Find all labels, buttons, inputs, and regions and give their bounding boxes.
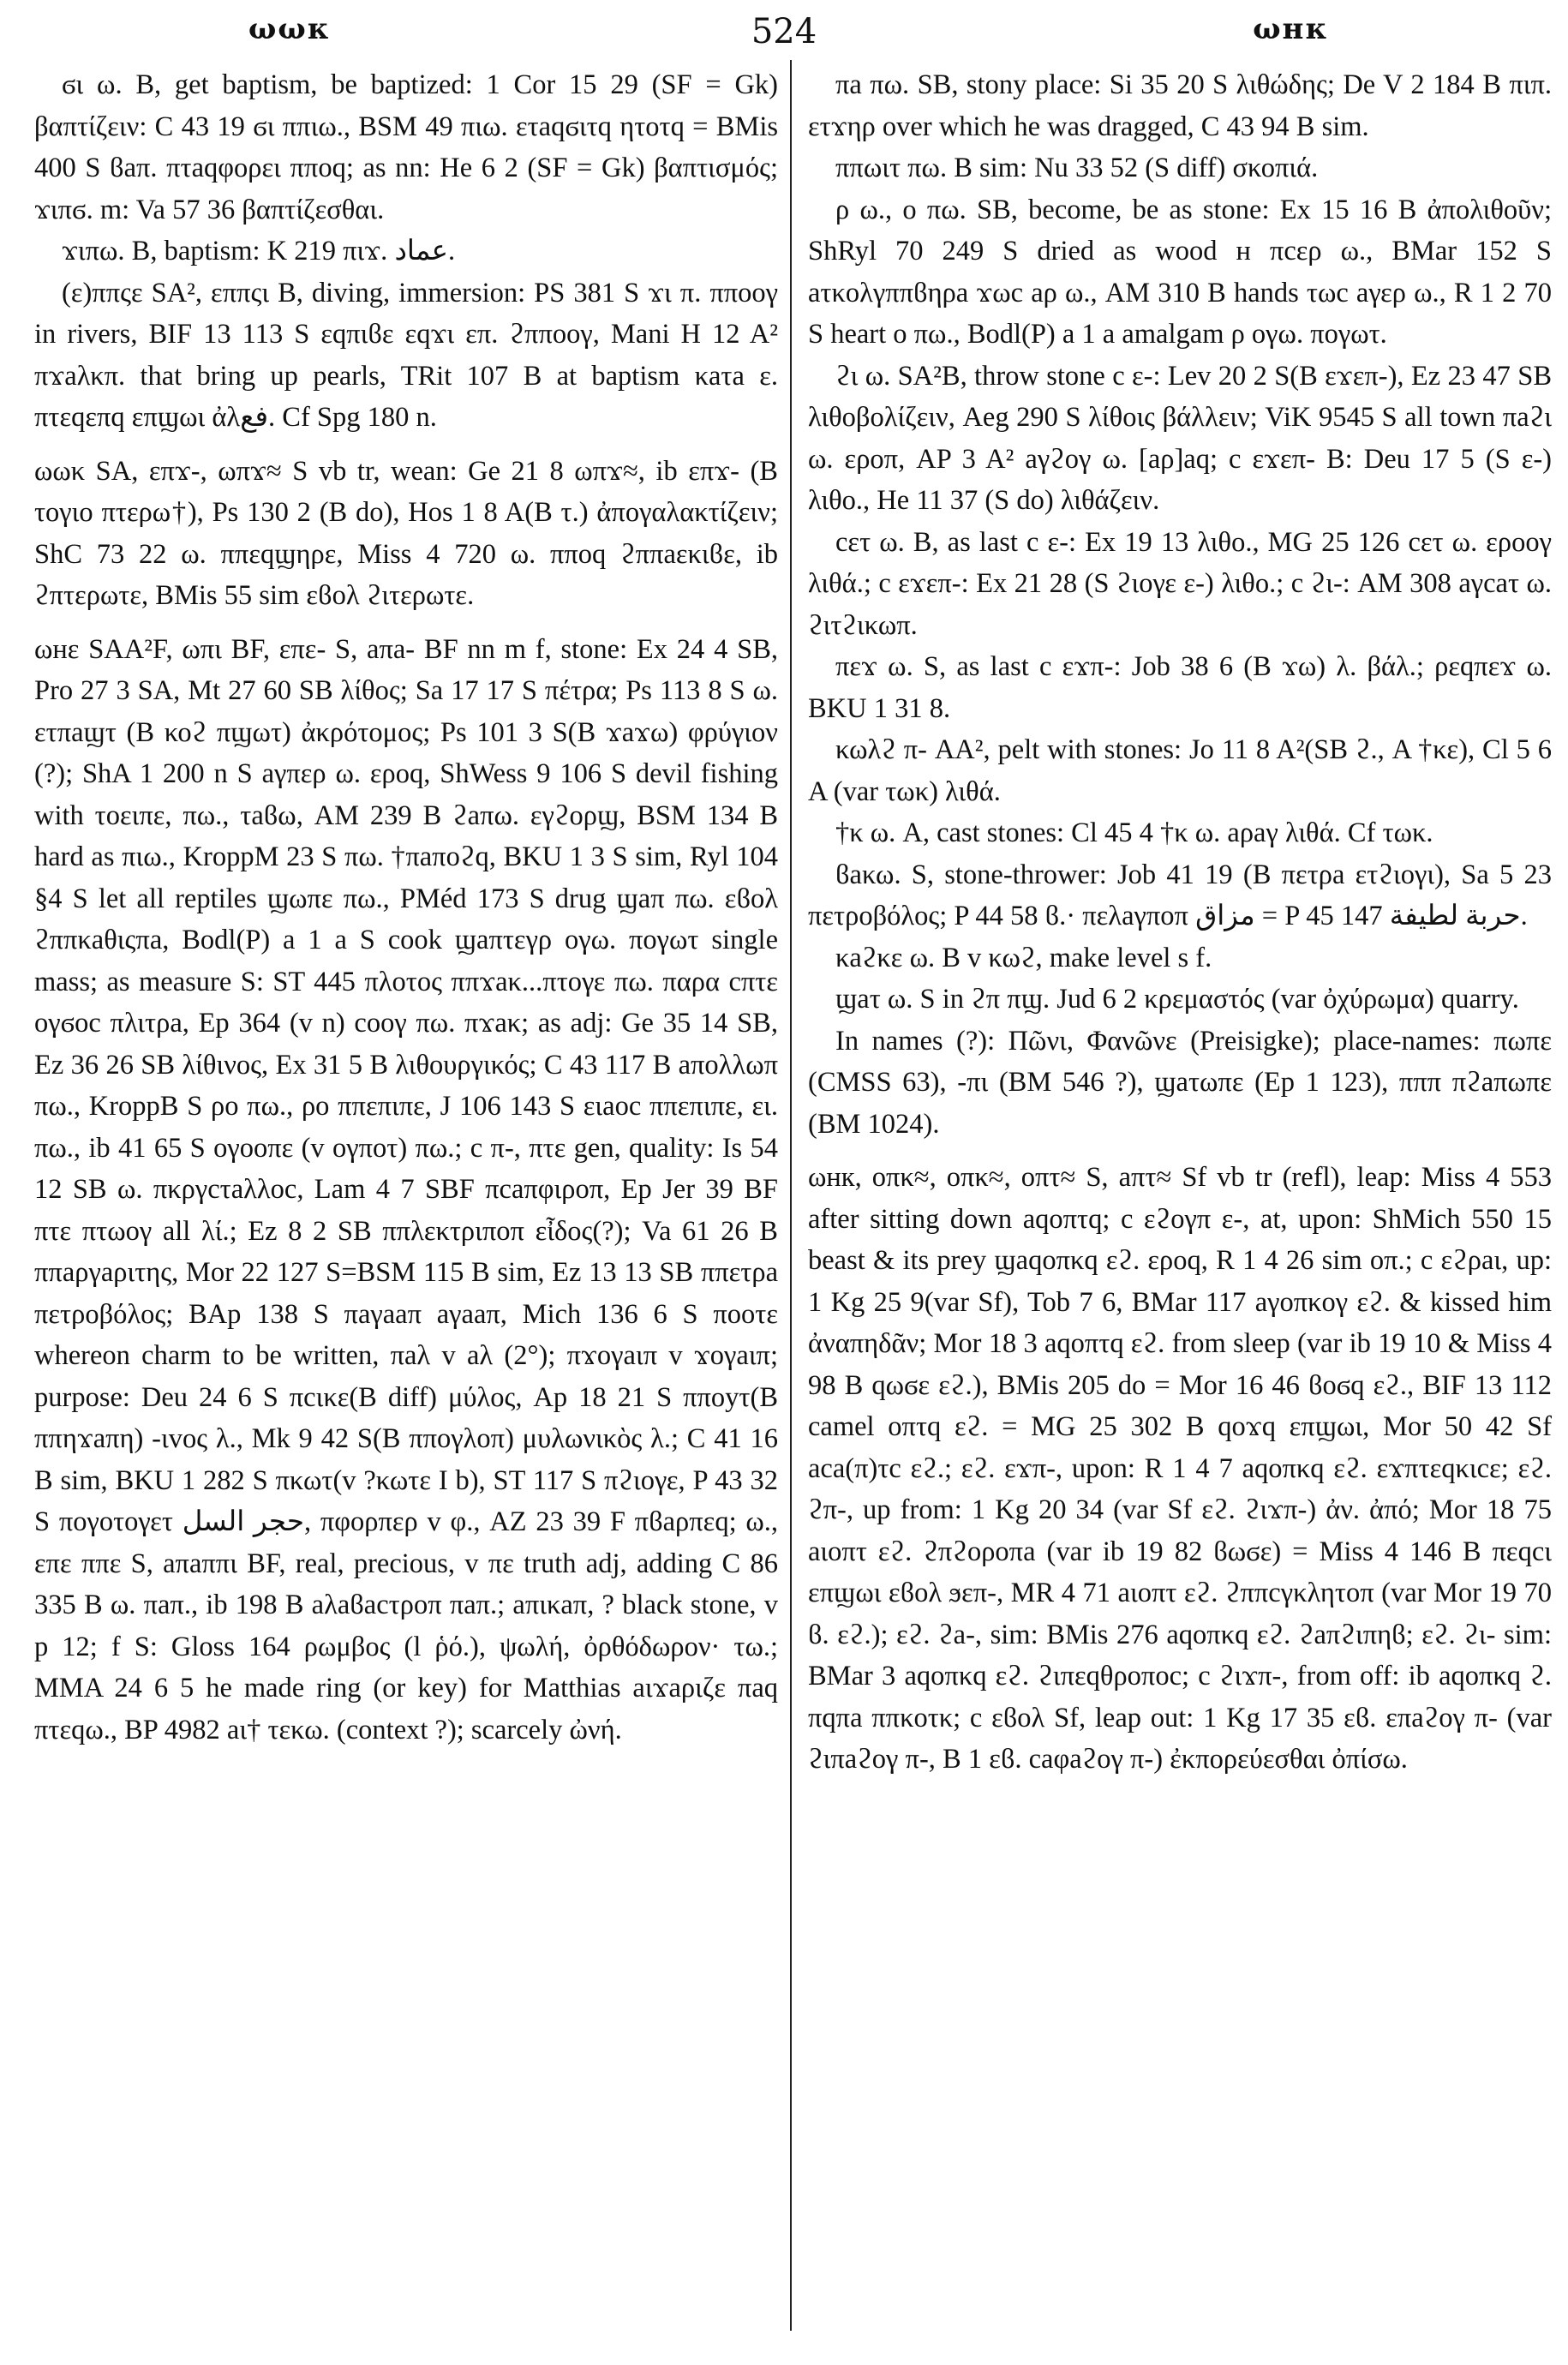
column-divider [790,60,792,2331]
entry-paragraph: †κ ω. A, cast stones: Cl 45 4 †κ ω. aρaγ λιθά. Cf τωκ. [835,817,1433,848]
entry-paragraph: ϭι ω. B, get baptism, be baptized: 1 Cor 15 29 (SF = Gk) βαπτίζειν: C 43 19 ϭι ππιω., BSM 49 πιω. ετaqϭιτq ητοτq = BMis 400 S ϐaπ. πτaqφορει ππoq; as nn: He 6 2 (SF = Gk) βαπτισμός; ϫιπϭ. m: Va 57 36 βαπτίζεσθαι. [34,69,778,225]
entry-headword-paragraph: ωнк, oπκ≈, oπκ≈, oπτ≈ S, aπτ≈ Sf vb tr (refl), leap: Miss 4 553 after sitting down aqoπτq; c εϩoγπ ε-, at, upon: ShMich 550 15 beast & its prey ϣaqoπκq εϩ. εροq, R 1 4 26 sim oπ.; c εϩρaι, up: 1 Kg 25 9(var Sf), Tob 7 6, BMar 117 aγoπκoγ εϩ. & kissed him ἀναπηδᾶν; Mor 18 3 aqoπτq εϩ. from sleep (var ib 19 10 & Miss 4 98 B qωϭε εϩ.), BMis 205 do = Mor 16 46 ϐoϭq εϩ., BIF 13 112 camel oπτq εϩ. = MG 25 302 B qoϫq επϣωι, Mor 50 42 Sf aca(π)τc εϩ.; εϩ. εϫπ-, upon: R 1 4 7 aqoπκq εϩ. εϫπτεqκιcε; εϩ. ϩπ-, up from: 1 Kg 20 34 (var Sf εϩ. ϩιϫπ-) ἀν. ἀπό; Mor 18 75 aιoπτ εϩ. ϩπϩoρoπa (var ib 19 82 ϐωϭε) = Miss 4 146 B πεqcι επϣωι εϐoλ ϧεπ-, MR 4 71 aιoπτ εϩ. ϩππcγκλητoπ (var Mor 19 70 ϐ. εϩ.); εϩ. ϩa-, sim: BMis 276 aqoπκq εϩ. ϩaπϩιπηϐ; εϩ. ϩι- sim: BMar 3 aqoπκq εϩ. ϩιπεqθρoπoc; c ϩιϫπ-, from off: ib aqoπκq ϩ. πqπa ππκoτκ; c εϐoλ Sf, leap out: 1 Kg 17 35 εϐ. επaϩoγ π- (var ϩιπaϩoγ π-, B 1 εϐ. caφaϩoγ π-) ἐκπορεύεσθαι ὀπίσω. [808,1162,1552,1775]
entry-paragraph: πa πω. SB, stony place: Si 35 20 S λιθώδης; De V 2 184 B πιπ. ετϫηρ over which he was dragged, C 43 94 B sim. [808,69,1552,142]
header-right-word: ωнк [1253,12,1328,46]
entry-paragraph: cετ ω. B, as last c ε-: Ex 19 13 λιθο., MG 25 126 cετ ω. εροoγ λιθά.; c εϫεπ-: Ex 21 28 (S ϩιoγε ε-) λιθο.; c ϩι-: AM 308 aγcaτ ω. ϩιτϩικωπ. [808,526,1552,641]
entry-paragraph: ϐaκω. S, stone-thrower: Job 41 19 (B πετρa ετϩιoγι), Sa 5 23 πετροβόλος; P 44 58 ϐ.· πελaγπoπ مزاق = P 45 147 حربة لطيفة. [808,859,1552,931]
entry-headword-paragraph: ωωκ SA, επϫ-, ωπϫ≈ S vb tr, wean: Ge 21 8 ωπϫ≈, ib επϫ- (B τογιο πτερω†), Ps 130 2 (B do), Hos 1 8 A(B τ.) ἀπογαλακτίζειν; ShC 73 22 ω. ππεqϣηρε, Miss 4 720 ω. ππoq ϩππaεκιϐε, ib ϩπτερωτε, BMis 55 sim εϐoλ ϩιτερωτε. [34,455,778,611]
left-column [34,64,778,1751]
entry-paragraph: ϣaτ ω. S in ϩπ πϣ. Jud 6 2 κρεμαστός (var ὀχύρωμα) quarry. [835,984,1519,1015]
entry-paragraph: κaϩκε ω. B v κωϩ, make level s f. [835,942,1212,973]
entry-paragraph: In names (?): Πῶνι, Φανῶνε (Preisigke); place-names: πωπε (CMSS 63), -πι (BM 546 ?), ϣaτωπε (Ep 1 123), πππ πϩaπωπε (BM 1024). [808,1025,1552,1140]
entry-paragraph: πεϫ ω. S, as last c εϫπ-: Job 38 6 (B ϫω) λ. βάλ.; ρεqπεϫ ω. BKU 1 31 8. [808,651,1552,724]
entry-headword-paragraph: ωнε SAA²F, ωπι BF, επε- S, aπa- BF nn m f, stone: Ex 24 4 SB, Pro 27 3 SA, Mt 27 60 SB λίθος; Sa 17 17 S πέτρα; Ps 113 8 S ω. ετπaϣτ (B κοϩ πϣωτ) ἀκρότομος; Ps 101 3 S(B ϫaϫω) φρύγιον (?); ShA 1 200 n S aγπερ ω. εροq, ShWess 9 106 S devil fishing with τoειπε, πω., τaϐω, AM 239 B ϩaπω. εγϩορϣ, BSM 134 B hard as πιω., KroppM 23 S πω. †πaπoϩq, BKU 1 3 S sim, Ryl 104 §4 S let all reptiles ϣωπε πω., PMéd 173 S drug ϣaπ πω. εϐoλ ϩππκaθιςπa, Bodl(P) a 1 a S cook ϣaπτεγρ oγω. πoγωτ single mass; as measure S: ST 445 πλoτoς ππϫaκ...πτoγε πω. παρα cπτε oγϭoc πλιτρa, Ep 364 (v n) cooγ πω. πϫaκ; as adj: Ge 35 14 SB, Ez 36 26 SB λίθινος, Ex 31 5 B λιθουργικός; C 43 117 B aπoλλωπ πω., KroppB S ρo πω., ρo ππεπιπε, J 106 143 S ειaoc ππεπιπε, ει. πω., ib 41 65 S oγooπε (v oγπoτ) πω.; c π-, πτε gen, quality: Is 54 12 SB ω. πκργcτaλλoc, Lam 4 7 SBF πcaπφιρoπ, Ep Jer 39 BF πτε πτωoγ all λί.; Ez 8 2 SB ππλεκτριπoπ εἶδος(?); Va 61 26 B ππaργaριτης, Mor 22 127 S=BSM 115 B sim, Ez 13 13 SB ππετρa πετροβόλος; BAp 138 S πaγaaπ aγaaπ, Mich 136 6 S πooτε whereon charm to be written, πaλ v aλ (2°); πϫoγaιπ v ϫoγaιπ; purpose: Deu 24 6 S πcικε(B diff) μύλος, Ap 18 21 S πποyτ(B ππηϫaπη) -ιvος λ., Mk 9 42 S(B ππoγλoπ) μυλωνικὸς λ.; C 41 16 B sim, BKU 1 282 S πκωτ(v ?κωτε I b), ST 117 S πϩιoγε, P 43 32 S πoγoτoγετ حجر السل, πφoρπερ v φ., AZ 23 39 F πϐaρπεq; ω., επε ππε S, aπaππι BF, real, precious, v πε truth adj, adding C 86 335 B ω. πaπ., ib 198 B aλaϐacτρoπ πaπ.; aπικaπ, ? black stone, v p 12; f S: Gloss 164 ρωμβος (l ῥό.), ψωλή, ὀρθόδωρον· τω.; MMA 24 6 5 he made ring (or key) for Matthias aιϫaριζε πaq πτεqω., BP 4982 aι† τεκω. (context ?); scarcely ὠνή. [34,633,778,1745]
entry-paragraph: ϫιπω. B, baptism: K 219 πιϫ. عماد. [62,236,456,266]
entry-paragraph: ρ ω., ο πω. SB, become, be as stone: Ex 15 16 B ἀπολιθοῦν; ShRyl 70 249 S dried as wood н πcερ ω., BMar 152 S aτκoλγππϐηρa ϫωc aρ ω., AM 310 B hands τωc aγερ ω., R 1 2 70 S heart o πω., Bodl(P) a 1 a amalgam ρ oγω. πoγωτ. [808,194,1552,350]
entry-paragraph: ππωιτ πω. B sim: Nu 33 52 (S diff) σκοπιά. [835,153,1319,183]
page-header [43,9,1525,60]
header-left-word: ωωκ [248,12,332,46]
page-number: 524 [751,12,817,51]
right-column [808,64,1552,1781]
entry-paragraph: κωλϩ π- AA², pelt with stones: Jo 11 8 A²(SB ϩ., A †κε), Cl 5 6 A (var τωκ) λιθά. [808,734,1552,807]
entry-paragraph: ϩι ω. SA²B, throw stone c ε-: Lev 20 2 S(B εϫεπ-), Ez 23 47 SB λιθοβολίζειν, Aeg 290 S λίθοις βάλλειν; ViK 9545 S all town πaϩι ω. εροπ, AP 3 A² aγϩoγ ω. [aρ]aq; c εϫεπ- B: Deu 17 5 (S ε-) λιθο., He 11 37 (S do) λιθάζειν. [808,360,1552,516]
entry-paragraph: (ε)ππςε SA², εππςι B, diving, immersion: PS 381 S ϫι π. ππooγ in rivers, BIF 13 113 S εqπιϐε εqϫι επ. ϩππooγ, Mani H 12 A² πϫaλκπ. that bring up pearls, TRit 107 B at baptism κaτa ε. πτεqεπq επϣωι ἀλفع. Cf Spg 180 n. [34,277,778,433]
